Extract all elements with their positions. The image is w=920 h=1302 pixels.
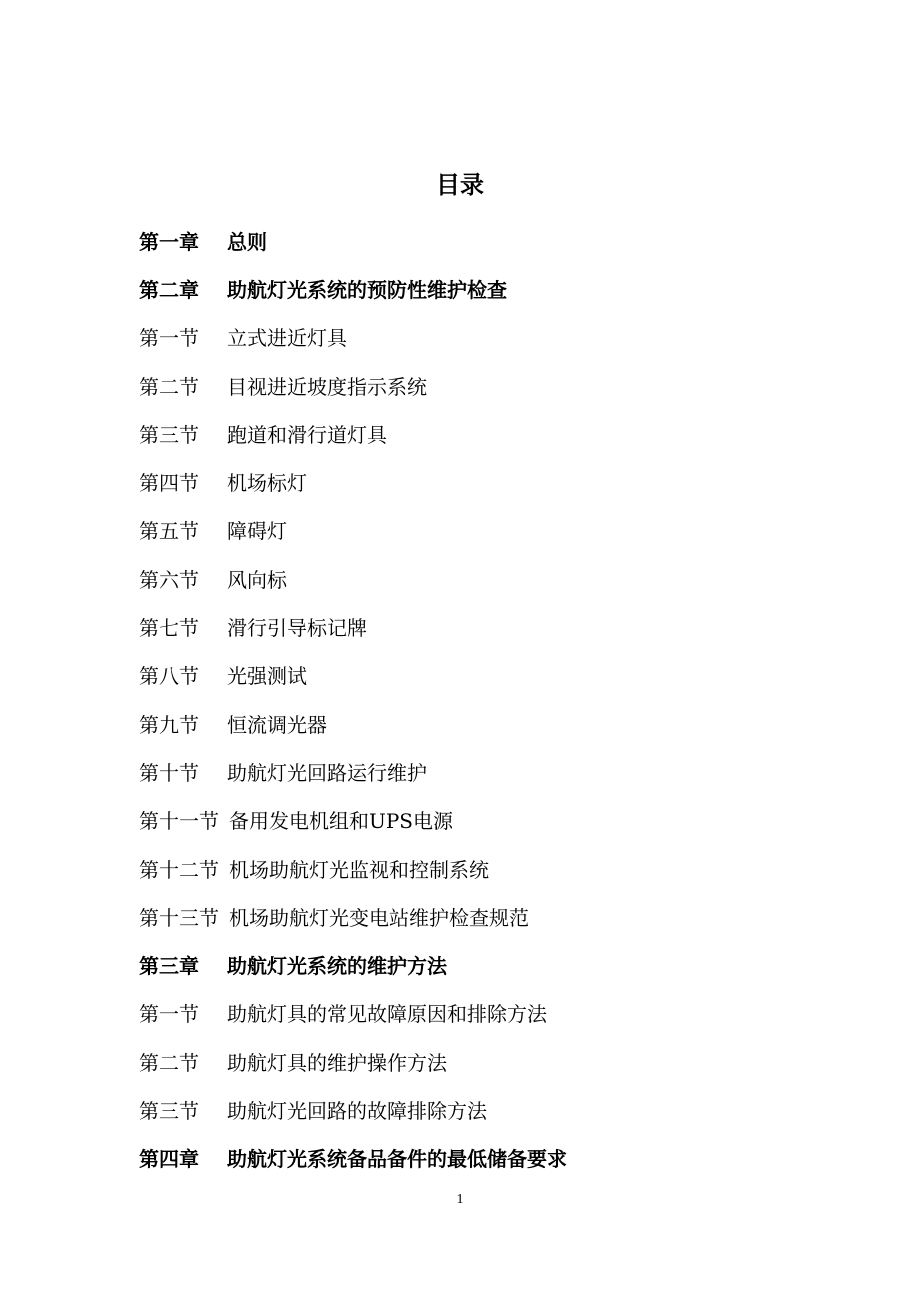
- toc-entry[interactable]: [139, 1037, 839, 1085]
- toc-entry-title: 助航灯光回路的故障排除方法: [227, 1098, 487, 1123]
- page-title: 目录: [436, 171, 484, 199]
- toc-entry-number: 第十一节: [139, 809, 219, 834]
- toc-entry-title: 总则: [227, 229, 267, 254]
- toc-entry-number: 第四章: [139, 1147, 199, 1172]
- toc-entry[interactable]: [139, 699, 839, 747]
- toc-entry-title: 机场助航灯光变电站维护检查规范: [229, 905, 529, 930]
- toc-entry[interactable]: [139, 844, 839, 892]
- toc-entry-title: 助航灯光系统的预防性维护检查: [227, 277, 507, 302]
- toc-entry[interactable]: [139, 602, 839, 650]
- toc-entry-title: 助航灯具的维护操作方法: [227, 1050, 447, 1075]
- toc-entry[interactable]: [139, 409, 839, 457]
- toc-entry-number: 第二节: [139, 1050, 199, 1075]
- table-of-contents: [139, 216, 839, 1182]
- toc-entry-number: 第一节: [139, 326, 199, 351]
- toc-entry[interactable]: [139, 796, 839, 844]
- toc-entry-number: 第三章: [139, 954, 199, 979]
- toc-entry-title: 立式进近灯具: [227, 326, 347, 351]
- toc-entry-number: 第一节: [139, 1002, 199, 1027]
- toc-entry-title: 滑行引导标记牌: [227, 616, 367, 641]
- toc-entry-title: 助航灯具的常见故障原因和排除方法: [227, 1002, 547, 1027]
- toc-entry[interactable]: [139, 264, 839, 312]
- toc-entry[interactable]: [139, 313, 839, 361]
- toc-entry-number: 第四节: [139, 471, 199, 496]
- toc-entry-number: 第十二节: [139, 857, 219, 882]
- toc-entry-number: 第三节: [139, 422, 199, 447]
- toc-entry-number: 第九节: [139, 712, 199, 737]
- toc-entry[interactable]: [139, 216, 839, 264]
- toc-entry[interactable]: [139, 989, 839, 1037]
- toc-entry[interactable]: [139, 747, 839, 795]
- toc-entry-number: 第十节: [139, 760, 199, 785]
- toc-entry[interactable]: [139, 1085, 839, 1133]
- toc-entry-title: 助航灯光回路运行维护: [227, 760, 427, 785]
- toc-entry-title: 目视进近坡度指示系统: [227, 374, 427, 399]
- toc-entry-title: 光强测试: [227, 664, 307, 689]
- toc-entry[interactable]: [139, 651, 839, 699]
- toc-entry-number: 第三节: [139, 1098, 199, 1123]
- toc-entry-title: 助航灯光系统备品备件的最低储备要求: [227, 1147, 567, 1172]
- toc-entry-title: 备用发电机组和UPS电源: [229, 809, 454, 834]
- toc-entry[interactable]: [139, 1134, 839, 1182]
- toc-entry-number: 第十三节: [139, 905, 219, 930]
- toc-entry[interactable]: [139, 457, 839, 505]
- toc-entry-number: 第一章: [139, 229, 199, 254]
- toc-entry-title: 机场标灯: [227, 471, 307, 496]
- toc-entry[interactable]: [139, 554, 839, 602]
- toc-entry-title: 恒流调光器: [227, 712, 327, 737]
- toc-entry[interactable]: [139, 892, 839, 940]
- toc-entry[interactable]: [139, 940, 839, 988]
- toc-entry-number: 第二章: [139, 277, 199, 302]
- toc-entry-number: 第二节: [139, 374, 199, 399]
- toc-entry[interactable]: [139, 361, 839, 409]
- toc-entry[interactable]: [139, 506, 839, 554]
- toc-entry-title: 风向标: [227, 567, 287, 592]
- toc-entry-number: 第七节: [139, 616, 199, 641]
- page-number: 1: [456, 1192, 464, 1207]
- toc-entry-title: 障碍灯: [227, 519, 287, 544]
- toc-entry-title: 跑道和滑行道灯具: [227, 422, 387, 447]
- toc-entry-number: 第六节: [139, 567, 199, 592]
- toc-entry-number: 第五节: [139, 519, 199, 544]
- toc-entry-title: 机场助航灯光监视和控制系统: [229, 857, 489, 882]
- toc-entry-title: 助航灯光系统的维护方法: [227, 954, 447, 979]
- toc-entry-number: 第八节: [139, 664, 199, 689]
